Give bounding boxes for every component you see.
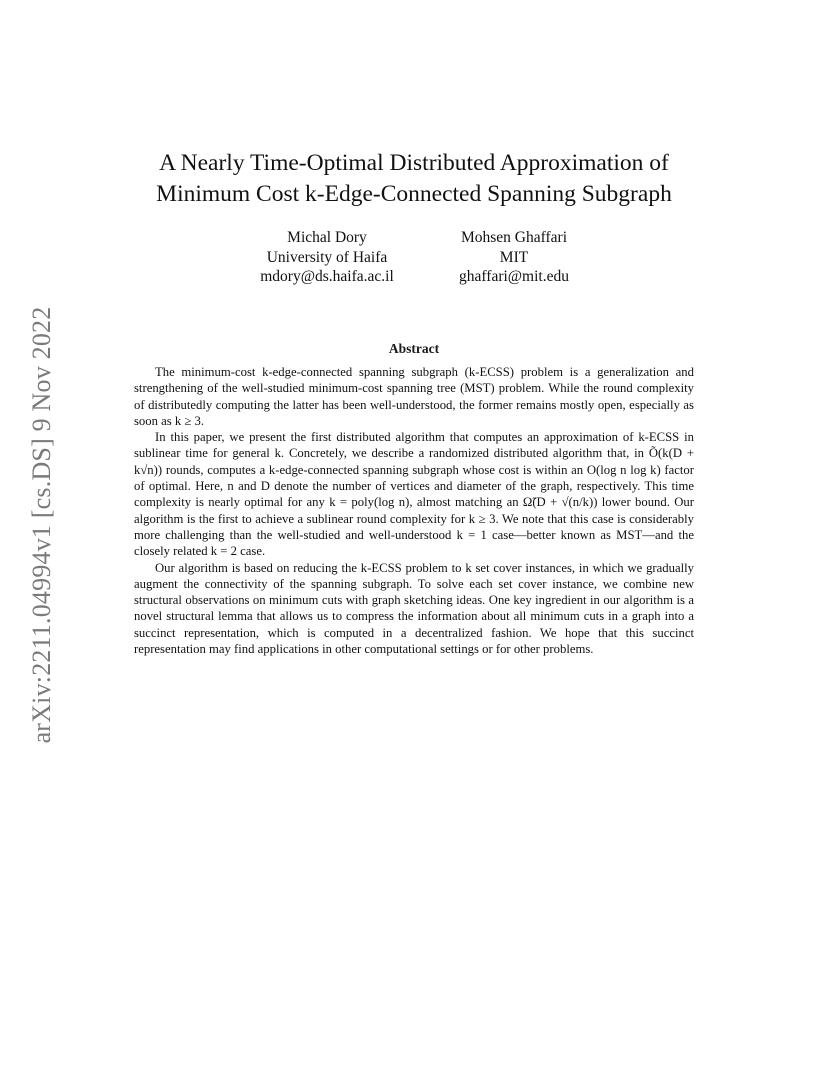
author-name: Michal Dory [287,229,367,246]
author-affiliation: University of Haifa [266,248,388,266]
author-affiliation: MIT [499,248,529,266]
abstract-heading: Abstract [388,341,440,356]
paper-title [120,148,708,210]
title-line-1: A Nearly Time-Optimal Distributed Approximation of [159,150,669,176]
abstract-body [134,364,694,657]
author-block-2 [437,228,591,287]
author-email: ghaffari@mit.edu [459,268,569,285]
arxiv-identifier-stamp [22,290,62,760]
author-email: mdory@ds.haifa.ac.il [260,268,394,285]
abstract-paragraph-2: In this paper, we present the first distributed algorithm that computes an approximation of k-ECSS in sublinear time for general k. Concretely, we describe a randomized distributed algorithm that, in Õ(k(D + k√n)) rounds, computes a k-edge-connected spanning subgraph whose cost is within an O(log n log k) factor of optimal. Here, n and D denote the number of vertices and diameter of the graph, respectively. This time complexity is nearly optimal for any k = poly(log n), almost matching an Ω̃(D + √(n/k)) lower bound. Our algorithm is the first to achieve a sublinear round complexity for k ≥ 3. We note that this case is considerably more challenging than the well-studied and well-understood k = 1 case—better known as MST—and the closely related k = 2 case. [134,430,694,559]
arxiv-id-text: arXiv:2211.04994v1 [cs.DS] 9 Nov 2022 [27,306,56,744]
title-line-2: Minimum Cost k-Edge-Connected Spanning Subgraph [156,181,672,207]
abstract-paragraph-1: The minimum-cost k-edge-connected spanning subgraph (k-ECSS) problem is a generalization and strengthening of the well-studied minimum-cost spanning tree (MST) problem. While the round complexity of distributedly computing the latter has been well-understood, the former remains mostly open, especially as soon as k ≥ 3. [134,365,694,428]
abstract-paragraph-3: Our algorithm is based on reducing the k-ECSS problem to k set cover instances, in which we gradually augment the connectivity of the spanning subgraph. To solve each set cover instance, we combine new structural observations on minimum cuts with graph sketching ideas. One key ingredient in our algorithm is a novel structural lemma that allows us to compress the information about all minimum cuts in a graph into a succinct representation, which is computed in a decentralized fashion. We hope that this succinct representation may find applications in other computational settings or for other problems. [134,560,694,657]
author-block-1 [246,228,408,287]
author-name: Mohsen Ghaffari [460,229,568,246]
